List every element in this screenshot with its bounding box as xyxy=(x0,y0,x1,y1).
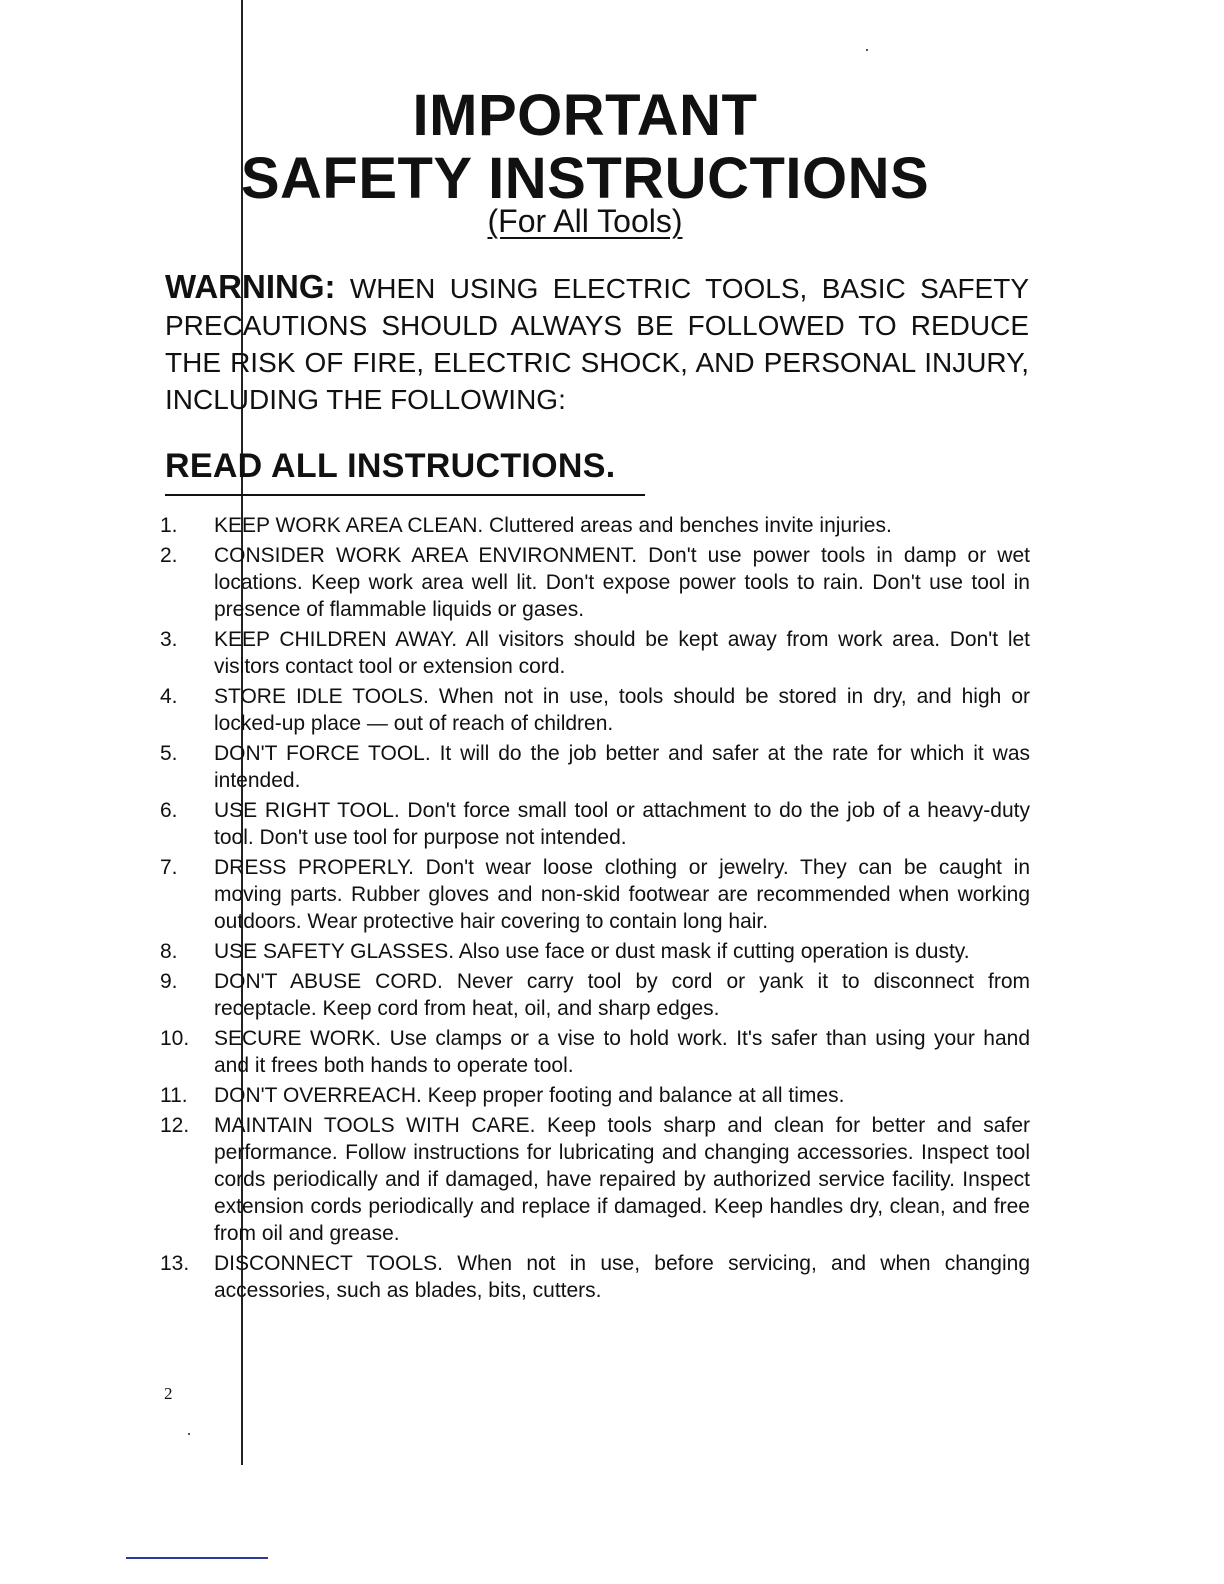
item-number: 2. xyxy=(160,544,178,567)
item-number: 4. xyxy=(160,685,178,708)
item-text: MAINTAIN TOOLS WITH CARE. Keep tools sharp and clean for better and safer performance. Follow instructions for lubricating and changing accessories. Inspect tool cords periodically and if damaged, have repaired by authorized service facility. Inspect extension cords periodically and replace if damaged. Keep handles dry, clean, and free from oil and grease. xyxy=(214,1114,1030,1245)
list-item xyxy=(160,854,1030,935)
scan-speck xyxy=(188,1433,190,1435)
item-number: 9. xyxy=(160,970,178,993)
item-text: DON'T OVERREACH. Keep proper footing and balance at all times. xyxy=(214,1084,845,1107)
warning-text: WHEN USING ELECTRIC TOOLS, BASIC SAFETY PRECAUTIONS SHOULD ALWAYS BE FOLLOWED TO REDUCE THE RISK OF FIRE, ELECTRIC SHOCK, AND PERSONAL INJURY, INCLUDING THE FOLLOWING: xyxy=(165,273,1029,415)
item-number: 6. xyxy=(160,799,178,822)
list-item xyxy=(160,626,1030,680)
list-item xyxy=(160,1082,1030,1109)
item-text: DRESS PROPERLY. Don't wear loose clothing or jewelry. They can be caught in moving parts. Rubber gloves and non-skid footwear are recommended when working outdoors. Wear protective hair covering to contain long hair. xyxy=(214,856,1030,933)
list-item xyxy=(160,512,1030,539)
safety-rules-list xyxy=(160,512,1030,1307)
item-text: DISCONNECT TOOLS. When not in use, before servicing, and when changing accessories, such as blades, bits, cutters. xyxy=(214,1252,1030,1302)
item-text: DON'T FORCE TOOL. It will do the job better and safer at the rate for which it was intended. xyxy=(214,742,1030,792)
item-number: 1. xyxy=(160,514,178,537)
item-number: 12. xyxy=(160,1114,190,1137)
warning-paragraph xyxy=(165,268,1029,418)
list-item xyxy=(160,968,1030,1022)
item-text: CONSIDER WORK AREA ENVIRONMENT. Don't use power tools in damp or wet locations. Keep work area well lit. Don't expose power tools to rain. Don't use tool in presence of flammable liquids or gases. xyxy=(214,544,1030,621)
subtitle xyxy=(170,203,1000,240)
list-item xyxy=(160,542,1030,623)
item-text: KEEP WORK AREA CLEAN. Cluttered areas and benches invite injuries. xyxy=(214,514,892,537)
list-item xyxy=(160,683,1030,737)
item-text: SECURE WORK. Use clamps or a vise to hold work. It's safer than using your hand and it frees both hands to operate tool. xyxy=(214,1027,1030,1077)
warning-label: WARNING: xyxy=(165,268,336,305)
item-number: 7. xyxy=(160,856,178,879)
item-text: KEEP CHILDREN AWAY. All visitors should be kept away from work area. Don't let visitors contact tool or extension cord. xyxy=(214,628,1030,678)
item-number: 8. xyxy=(160,940,178,963)
scan-speck xyxy=(866,49,868,51)
item-text: USE SAFETY GLASSES. Also use face or dust mask if cutting operation is dusty. xyxy=(214,940,970,963)
list-item xyxy=(160,1025,1030,1079)
item-number: 5. xyxy=(160,742,178,765)
item-number: 11. xyxy=(160,1084,188,1107)
subtitle-text: (For All Tools) xyxy=(487,203,683,239)
footer-rule xyxy=(126,1557,268,1559)
item-text: DON'T ABUSE CORD. Never carry tool by cord or yank it to disconnect from receptacle. Keep cord from heat, oil, and sharp edges. xyxy=(214,970,1030,1020)
item-number: 13. xyxy=(160,1252,190,1275)
title-important: IMPORTANT xyxy=(412,83,758,148)
item-number: 10. xyxy=(160,1027,190,1050)
title-safety-instructions: SAFETY INSTRUCTIONS xyxy=(240,146,930,211)
list-item xyxy=(160,1250,1030,1304)
item-text: STORE IDLE TOOLS. When not in use, tools should be stored in dry, and high or locked-up place — out of reach of children. xyxy=(214,685,1030,735)
section-heading: READ ALL INSTRUCTIONS. xyxy=(165,447,645,496)
list-item xyxy=(160,797,1030,851)
page-number: 2 xyxy=(164,1384,173,1403)
list-item xyxy=(160,1112,1030,1247)
item-text: USE RIGHT TOOL. Don't force small tool or attachment to do the job of a heavy-duty tool. Don't use tool for purpose not intended. xyxy=(214,799,1030,849)
item-number: 3. xyxy=(160,628,178,651)
list-item xyxy=(160,740,1030,794)
list-item xyxy=(160,938,1030,965)
